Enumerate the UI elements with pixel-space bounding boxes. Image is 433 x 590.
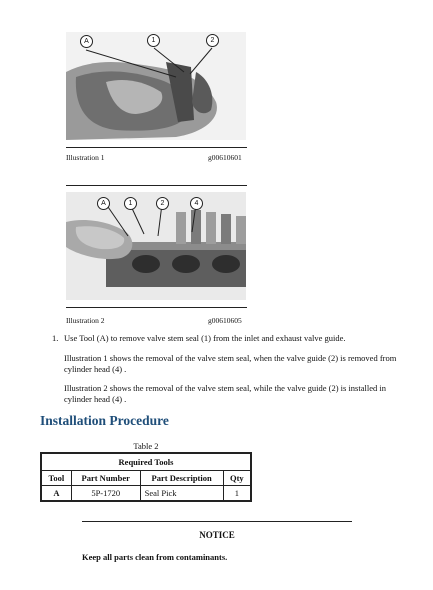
required-tools-table bbox=[40, 452, 252, 502]
table-header-qty: Qty bbox=[223, 471, 251, 486]
table-title: Required Tools bbox=[41, 453, 251, 471]
table-header-part-description: Part Description bbox=[140, 471, 223, 486]
illustration-2-callout-a: A bbox=[97, 197, 110, 210]
table-cell-tool: A bbox=[41, 486, 71, 502]
step-text: Use Tool (A) to remove valve stem seal (1) from the inlet and exhaust valve guide. bbox=[64, 333, 346, 343]
illustration-2-callout-4: 4 bbox=[190, 197, 203, 210]
illustration-2-caption: Illustration 2 bbox=[66, 316, 105, 325]
table-row bbox=[41, 486, 251, 502]
step-number: 1. bbox=[52, 333, 59, 343]
illustration-1-ref: g00610601 bbox=[208, 153, 242, 162]
table-header-tool: Tool bbox=[41, 471, 71, 486]
table-cell-part-description: Seal Pick bbox=[140, 486, 223, 502]
table-cell-qty: 1 bbox=[223, 486, 251, 502]
step-note-2: Illustration 2 shows the removal of the valve stem seal, while the valve guide (2) is installed in cylinder head (4) . bbox=[64, 383, 386, 404]
illustration-2-callout-1: 1 bbox=[124, 197, 137, 210]
section-title: Installation Procedure bbox=[40, 413, 169, 428]
notice-text: Keep all parts clean from contaminants. bbox=[82, 552, 228, 562]
table-header-part-number: Part Number bbox=[71, 471, 140, 486]
notice-rule bbox=[82, 521, 352, 522]
table-caption: Table 2 bbox=[133, 441, 159, 451]
illustration-1-callout-a: A bbox=[80, 35, 93, 48]
illustration-1-callout-2: 2 bbox=[206, 34, 219, 47]
illustration-2-callout-2: 2 bbox=[156, 197, 169, 210]
step-note-1: Illustration 1 shows the removal of the valve stem seal, when the valve guide (2) is removed from cylinder head (4) . bbox=[64, 353, 397, 374]
table-cell-part-number: 5P-1720 bbox=[71, 486, 140, 502]
illustration-2-ref: g00610605 bbox=[208, 316, 242, 325]
notice-title: NOTICE bbox=[199, 530, 235, 540]
illustration-2-top-rule bbox=[66, 185, 247, 186]
illustration-2-caption-rule bbox=[66, 307, 247, 308]
illustration-1-photo bbox=[66, 32, 246, 140]
illustration-1-caption-rule bbox=[66, 147, 247, 148]
illustration-1-caption: Illustration 1 bbox=[66, 153, 105, 162]
illustration-2-photo bbox=[66, 192, 246, 300]
illustration-1-callout-1: 1 bbox=[147, 34, 160, 47]
